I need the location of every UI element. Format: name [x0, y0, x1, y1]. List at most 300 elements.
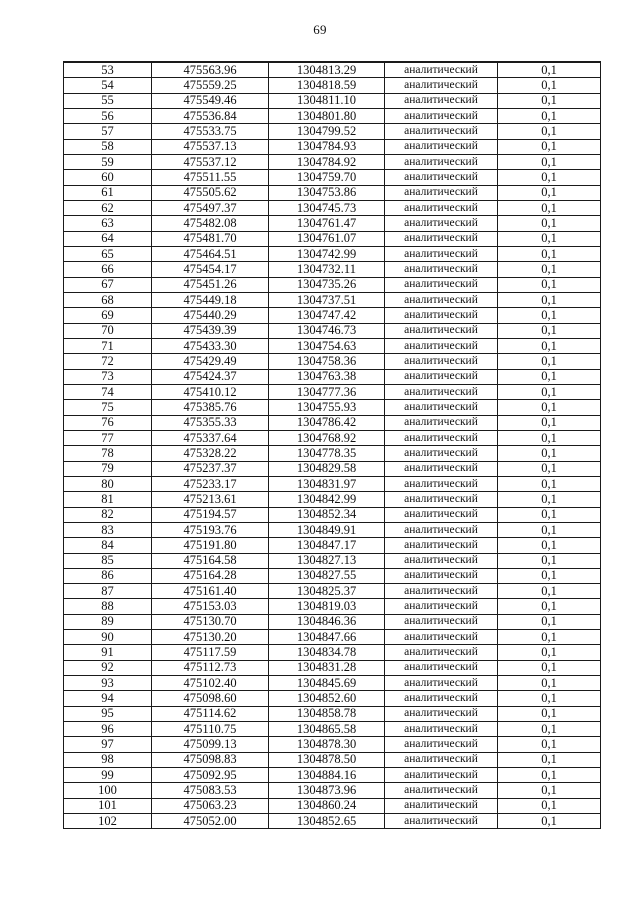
x-coordinate-cell: 475102.40	[152, 676, 269, 691]
method-cell: аналитический	[385, 415, 498, 430]
table-row	[64, 400, 601, 415]
accuracy-cell: 0,1	[498, 553, 601, 568]
accuracy-cell: 0,1	[498, 170, 601, 185]
table-row	[64, 62, 601, 78]
y-coordinate-cell: 1304878.30	[269, 737, 385, 752]
y-coordinate-cell: 1304737.51	[269, 292, 385, 307]
accuracy-cell: 0,1	[498, 246, 601, 261]
table-row	[64, 292, 601, 307]
table-row	[64, 93, 601, 108]
method-cell: аналитический	[385, 216, 498, 231]
accuracy-cell: 0,1	[498, 768, 601, 783]
accuracy-cell: 0,1	[498, 737, 601, 752]
method-cell: аналитический	[385, 369, 498, 384]
y-coordinate-cell: 1304842.99	[269, 492, 385, 507]
y-coordinate-cell: 1304858.78	[269, 706, 385, 721]
table-row	[64, 323, 601, 338]
x-coordinate-cell: 475191.80	[152, 538, 269, 553]
x-coordinate-cell: 475098.60	[152, 691, 269, 706]
accuracy-cell: 0,1	[498, 691, 601, 706]
accuracy-cell: 0,1	[498, 660, 601, 675]
accuracy-cell: 0,1	[498, 231, 601, 246]
point-number-cell: 72	[64, 354, 152, 369]
table-row	[64, 354, 601, 369]
method-cell: аналитический	[385, 430, 498, 445]
table-row	[64, 538, 601, 553]
x-coordinate-cell: 475451.26	[152, 277, 269, 292]
point-number-cell: 93	[64, 676, 152, 691]
table-row	[64, 170, 601, 185]
y-coordinate-cell: 1304758.36	[269, 354, 385, 369]
x-coordinate-cell: 475164.28	[152, 568, 269, 583]
table-row	[64, 430, 601, 445]
accuracy-cell: 0,1	[498, 492, 601, 507]
point-number-cell: 71	[64, 338, 152, 353]
accuracy-cell: 0,1	[498, 154, 601, 169]
x-coordinate-cell: 475083.53	[152, 783, 269, 798]
page-number: 69	[313, 22, 327, 37]
method-cell: аналитический	[385, 384, 498, 399]
method-cell: аналитический	[385, 93, 498, 108]
table-row	[64, 752, 601, 767]
x-coordinate-cell: 475440.29	[152, 308, 269, 323]
table-row	[64, 185, 601, 200]
method-cell: аналитический	[385, 200, 498, 215]
table-row	[64, 200, 601, 215]
x-coordinate-cell: 475130.20	[152, 630, 269, 645]
y-coordinate-cell: 1304827.13	[269, 553, 385, 568]
accuracy-cell: 0,1	[498, 185, 601, 200]
y-coordinate-cell: 1304755.93	[269, 400, 385, 415]
y-coordinate-cell: 1304873.96	[269, 783, 385, 798]
method-cell: аналитический	[385, 262, 498, 277]
method-cell: аналитический	[385, 630, 498, 645]
accuracy-cell: 0,1	[498, 446, 601, 461]
x-coordinate-cell: 475464.51	[152, 246, 269, 261]
x-coordinate-cell: 475052.00	[152, 814, 269, 829]
point-number-cell: 56	[64, 108, 152, 123]
y-coordinate-cell: 1304860.24	[269, 798, 385, 813]
y-coordinate-cell: 1304759.70	[269, 170, 385, 185]
x-coordinate-cell: 475117.59	[152, 645, 269, 660]
method-cell: аналитический	[385, 446, 498, 461]
method-cell: аналитический	[385, 614, 498, 629]
y-coordinate-cell: 1304829.58	[269, 461, 385, 476]
point-number-cell: 55	[64, 93, 152, 108]
table-row	[64, 231, 601, 246]
accuracy-cell: 0,1	[498, 599, 601, 614]
table-row	[64, 553, 601, 568]
accuracy-cell: 0,1	[498, 108, 601, 123]
table-row	[64, 78, 601, 93]
method-cell: аналитический	[385, 62, 498, 78]
accuracy-cell: 0,1	[498, 614, 601, 629]
point-number-cell: 65	[64, 246, 152, 261]
method-cell: аналитический	[385, 553, 498, 568]
point-number-cell: 88	[64, 599, 152, 614]
point-number-cell: 82	[64, 507, 152, 522]
accuracy-cell: 0,1	[498, 139, 601, 154]
accuracy-cell: 0,1	[498, 522, 601, 537]
y-coordinate-cell: 1304746.73	[269, 323, 385, 338]
accuracy-cell: 0,1	[498, 277, 601, 292]
method-cell: аналитический	[385, 783, 498, 798]
accuracy-cell: 0,1	[498, 338, 601, 353]
table-row	[64, 415, 601, 430]
y-coordinate-cell: 1304847.66	[269, 630, 385, 645]
method-cell: аналитический	[385, 78, 498, 93]
accuracy-cell: 0,1	[498, 308, 601, 323]
y-coordinate-cell: 1304852.34	[269, 507, 385, 522]
y-coordinate-cell: 1304786.42	[269, 415, 385, 430]
x-coordinate-cell: 475505.62	[152, 185, 269, 200]
y-coordinate-cell: 1304745.73	[269, 200, 385, 215]
x-coordinate-cell: 475110.75	[152, 722, 269, 737]
y-coordinate-cell: 1304825.37	[269, 584, 385, 599]
point-number-cell: 61	[64, 185, 152, 200]
accuracy-cell: 0,1	[498, 292, 601, 307]
method-cell: аналитический	[385, 584, 498, 599]
method-cell: аналитический	[385, 507, 498, 522]
method-cell: аналитический	[385, 461, 498, 476]
method-cell: аналитический	[385, 292, 498, 307]
method-cell: аналитический	[385, 108, 498, 123]
method-cell: аналитический	[385, 170, 498, 185]
y-coordinate-cell: 1304732.11	[269, 262, 385, 277]
accuracy-cell: 0,1	[498, 78, 601, 93]
y-coordinate-cell: 1304852.60	[269, 691, 385, 706]
accuracy-cell: 0,1	[498, 783, 601, 798]
x-coordinate-cell: 475537.12	[152, 154, 269, 169]
accuracy-cell: 0,1	[498, 538, 601, 553]
x-coordinate-cell: 475497.37	[152, 200, 269, 215]
table-row	[64, 568, 601, 583]
table-row	[64, 645, 601, 660]
x-coordinate-cell: 475194.57	[152, 507, 269, 522]
accuracy-cell: 0,1	[498, 584, 601, 599]
table-row	[64, 277, 601, 292]
point-number-cell: 75	[64, 400, 152, 415]
point-number-cell: 58	[64, 139, 152, 154]
x-coordinate-cell: 475328.22	[152, 446, 269, 461]
y-coordinate-cell: 1304852.65	[269, 814, 385, 829]
accuracy-cell: 0,1	[498, 62, 601, 78]
y-coordinate-cell: 1304865.58	[269, 722, 385, 737]
point-number-cell: 90	[64, 630, 152, 645]
accuracy-cell: 0,1	[498, 200, 601, 215]
x-coordinate-cell: 475098.83	[152, 752, 269, 767]
point-number-cell: 97	[64, 737, 152, 752]
point-number-cell: 84	[64, 538, 152, 553]
point-number-cell: 89	[64, 614, 152, 629]
accuracy-cell: 0,1	[498, 645, 601, 660]
x-coordinate-cell: 475233.17	[152, 476, 269, 491]
x-coordinate-cell: 475153.03	[152, 599, 269, 614]
y-coordinate-cell: 1304799.52	[269, 124, 385, 139]
y-coordinate-cell: 1304818.59	[269, 78, 385, 93]
point-number-cell: 81	[64, 492, 152, 507]
table-row	[64, 584, 601, 599]
accuracy-cell: 0,1	[498, 93, 601, 108]
x-coordinate-cell: 475164.58	[152, 553, 269, 568]
y-coordinate-cell: 1304753.86	[269, 185, 385, 200]
point-number-cell: 54	[64, 78, 152, 93]
method-cell: аналитический	[385, 645, 498, 660]
method-cell: аналитический	[385, 354, 498, 369]
point-number-cell: 80	[64, 476, 152, 491]
y-coordinate-cell: 1304846.36	[269, 614, 385, 629]
point-number-cell: 60	[64, 170, 152, 185]
y-coordinate-cell: 1304831.28	[269, 660, 385, 675]
x-coordinate-cell: 475563.96	[152, 62, 269, 78]
method-cell: аналитический	[385, 568, 498, 583]
x-coordinate-cell: 475433.30	[152, 338, 269, 353]
x-coordinate-cell: 475559.25	[152, 78, 269, 93]
accuracy-cell: 0,1	[498, 752, 601, 767]
accuracy-cell: 0,1	[498, 384, 601, 399]
method-cell: аналитический	[385, 231, 498, 246]
accuracy-cell: 0,1	[498, 430, 601, 445]
point-number-cell: 74	[64, 384, 152, 399]
method-cell: аналитический	[385, 185, 498, 200]
point-number-cell: 57	[64, 124, 152, 139]
x-coordinate-cell: 475429.49	[152, 354, 269, 369]
accuracy-cell: 0,1	[498, 124, 601, 139]
x-coordinate-cell: 475482.08	[152, 216, 269, 231]
table-row	[64, 798, 601, 813]
table-row	[64, 768, 601, 783]
table-row	[64, 384, 601, 399]
table-row	[64, 461, 601, 476]
table-row	[64, 507, 601, 522]
x-coordinate-cell: 475114.62	[152, 706, 269, 721]
method-cell: аналитический	[385, 768, 498, 783]
coordinates-table-body	[64, 62, 601, 829]
y-coordinate-cell: 1304811.10	[269, 93, 385, 108]
y-coordinate-cell: 1304768.92	[269, 430, 385, 445]
method-cell: аналитический	[385, 338, 498, 353]
x-coordinate-cell: 475533.75	[152, 124, 269, 139]
method-cell: аналитический	[385, 277, 498, 292]
y-coordinate-cell: 1304834.78	[269, 645, 385, 660]
x-coordinate-cell: 475511.55	[152, 170, 269, 185]
table-row	[64, 308, 601, 323]
y-coordinate-cell: 1304831.97	[269, 476, 385, 491]
x-coordinate-cell: 475481.70	[152, 231, 269, 246]
table-row	[64, 369, 601, 384]
table-row	[64, 476, 601, 491]
point-number-cell: 70	[64, 323, 152, 338]
point-number-cell: 100	[64, 783, 152, 798]
point-number-cell: 96	[64, 722, 152, 737]
y-coordinate-cell: 1304845.69	[269, 676, 385, 691]
x-coordinate-cell: 475237.37	[152, 461, 269, 476]
method-cell: аналитический	[385, 400, 498, 415]
accuracy-cell: 0,1	[498, 323, 601, 338]
x-coordinate-cell: 475337.64	[152, 430, 269, 445]
y-coordinate-cell: 1304827.55	[269, 568, 385, 583]
y-coordinate-cell: 1304763.38	[269, 369, 385, 384]
point-number-cell: 85	[64, 553, 152, 568]
table-row	[64, 108, 601, 123]
table-row	[64, 124, 601, 139]
x-coordinate-cell: 475439.39	[152, 323, 269, 338]
method-cell: аналитический	[385, 814, 498, 829]
table-row	[64, 216, 601, 231]
x-coordinate-cell: 475549.46	[152, 93, 269, 108]
method-cell: аналитический	[385, 323, 498, 338]
x-coordinate-cell: 475193.76	[152, 522, 269, 537]
accuracy-cell: 0,1	[498, 400, 601, 415]
x-coordinate-cell: 475112.73	[152, 660, 269, 675]
point-number-cell: 73	[64, 369, 152, 384]
y-coordinate-cell: 1304761.07	[269, 231, 385, 246]
method-cell: аналитический	[385, 706, 498, 721]
method-cell: аналитический	[385, 538, 498, 553]
x-coordinate-cell: 475537.13	[152, 139, 269, 154]
y-coordinate-cell: 1304878.50	[269, 752, 385, 767]
table-row	[64, 676, 601, 691]
table-row	[64, 722, 601, 737]
y-coordinate-cell: 1304742.99	[269, 246, 385, 261]
y-coordinate-cell: 1304735.26	[269, 277, 385, 292]
x-coordinate-cell: 475063.23	[152, 798, 269, 813]
accuracy-cell: 0,1	[498, 415, 601, 430]
point-number-cell: 76	[64, 415, 152, 430]
point-number-cell: 59	[64, 154, 152, 169]
table-row	[64, 783, 601, 798]
point-number-cell: 63	[64, 216, 152, 231]
method-cell: аналитический	[385, 139, 498, 154]
method-cell: аналитический	[385, 660, 498, 675]
accuracy-cell: 0,1	[498, 706, 601, 721]
method-cell: аналитический	[385, 737, 498, 752]
x-coordinate-cell: 475099.13	[152, 737, 269, 752]
table-row	[64, 706, 601, 721]
x-coordinate-cell: 475424.37	[152, 369, 269, 384]
x-coordinate-cell: 475385.76	[152, 400, 269, 415]
y-coordinate-cell: 1304747.42	[269, 308, 385, 323]
y-coordinate-cell: 1304784.93	[269, 139, 385, 154]
table-row	[64, 630, 601, 645]
method-cell: аналитический	[385, 676, 498, 691]
y-coordinate-cell: 1304849.91	[269, 522, 385, 537]
y-coordinate-cell: 1304847.17	[269, 538, 385, 553]
accuracy-cell: 0,1	[498, 369, 601, 384]
x-coordinate-cell: 475161.40	[152, 584, 269, 599]
method-cell: аналитический	[385, 476, 498, 491]
accuracy-cell: 0,1	[498, 630, 601, 645]
point-number-cell: 94	[64, 691, 152, 706]
method-cell: аналитический	[385, 124, 498, 139]
x-coordinate-cell: 475355.33	[152, 415, 269, 430]
method-cell: аналитический	[385, 752, 498, 767]
point-number-cell: 64	[64, 231, 152, 246]
method-cell: аналитический	[385, 246, 498, 261]
table-row	[64, 737, 601, 752]
x-coordinate-cell: 475213.61	[152, 492, 269, 507]
y-coordinate-cell: 1304784.92	[269, 154, 385, 169]
accuracy-cell: 0,1	[498, 354, 601, 369]
table-row	[64, 154, 601, 169]
x-coordinate-cell: 475454.17	[152, 262, 269, 277]
accuracy-cell: 0,1	[498, 798, 601, 813]
point-number-cell: 77	[64, 430, 152, 445]
table-row	[64, 246, 601, 261]
table-row	[64, 139, 601, 154]
x-coordinate-cell: 475410.12	[152, 384, 269, 399]
x-coordinate-cell: 475449.18	[152, 292, 269, 307]
point-number-cell: 83	[64, 522, 152, 537]
accuracy-cell: 0,1	[498, 722, 601, 737]
point-number-cell: 91	[64, 645, 152, 660]
y-coordinate-cell: 1304813.29	[269, 62, 385, 78]
accuracy-cell: 0,1	[498, 216, 601, 231]
table-row	[64, 338, 601, 353]
point-number-cell: 66	[64, 262, 152, 277]
accuracy-cell: 0,1	[498, 676, 601, 691]
accuracy-cell: 0,1	[498, 262, 601, 277]
accuracy-cell: 0,1	[498, 476, 601, 491]
table-row	[64, 522, 601, 537]
method-cell: аналитический	[385, 691, 498, 706]
point-number-cell: 102	[64, 814, 152, 829]
table-row	[64, 262, 601, 277]
point-number-cell: 67	[64, 277, 152, 292]
point-number-cell: 95	[64, 706, 152, 721]
table-row	[64, 814, 601, 829]
coordinates-table	[63, 61, 601, 829]
point-number-cell: 78	[64, 446, 152, 461]
point-number-cell: 87	[64, 584, 152, 599]
y-coordinate-cell: 1304777.36	[269, 384, 385, 399]
method-cell: аналитический	[385, 798, 498, 813]
table-row	[64, 599, 601, 614]
accuracy-cell: 0,1	[498, 507, 601, 522]
method-cell: аналитический	[385, 492, 498, 507]
table-row	[64, 492, 601, 507]
point-number-cell: 101	[64, 798, 152, 813]
point-number-cell: 99	[64, 768, 152, 783]
point-number-cell: 86	[64, 568, 152, 583]
accuracy-cell: 0,1	[498, 568, 601, 583]
point-number-cell: 79	[64, 461, 152, 476]
y-coordinate-cell: 1304801.80	[269, 108, 385, 123]
method-cell: аналитический	[385, 599, 498, 614]
method-cell: аналитический	[385, 522, 498, 537]
table-row	[64, 691, 601, 706]
table-row	[64, 446, 601, 461]
method-cell: аналитический	[385, 308, 498, 323]
point-number-cell: 68	[64, 292, 152, 307]
accuracy-cell: 0,1	[498, 461, 601, 476]
point-number-cell: 92	[64, 660, 152, 675]
y-coordinate-cell: 1304778.35	[269, 446, 385, 461]
table-row	[64, 614, 601, 629]
y-coordinate-cell: 1304761.47	[269, 216, 385, 231]
x-coordinate-cell: 475536.84	[152, 108, 269, 123]
method-cell: аналитический	[385, 154, 498, 169]
y-coordinate-cell: 1304884.16	[269, 768, 385, 783]
point-number-cell: 98	[64, 752, 152, 767]
x-coordinate-cell: 475092.95	[152, 768, 269, 783]
x-coordinate-cell: 475130.70	[152, 614, 269, 629]
point-number-cell: 53	[64, 62, 152, 78]
accuracy-cell: 0,1	[498, 814, 601, 829]
y-coordinate-cell: 1304754.63	[269, 338, 385, 353]
table-row	[64, 660, 601, 675]
method-cell: аналитический	[385, 722, 498, 737]
